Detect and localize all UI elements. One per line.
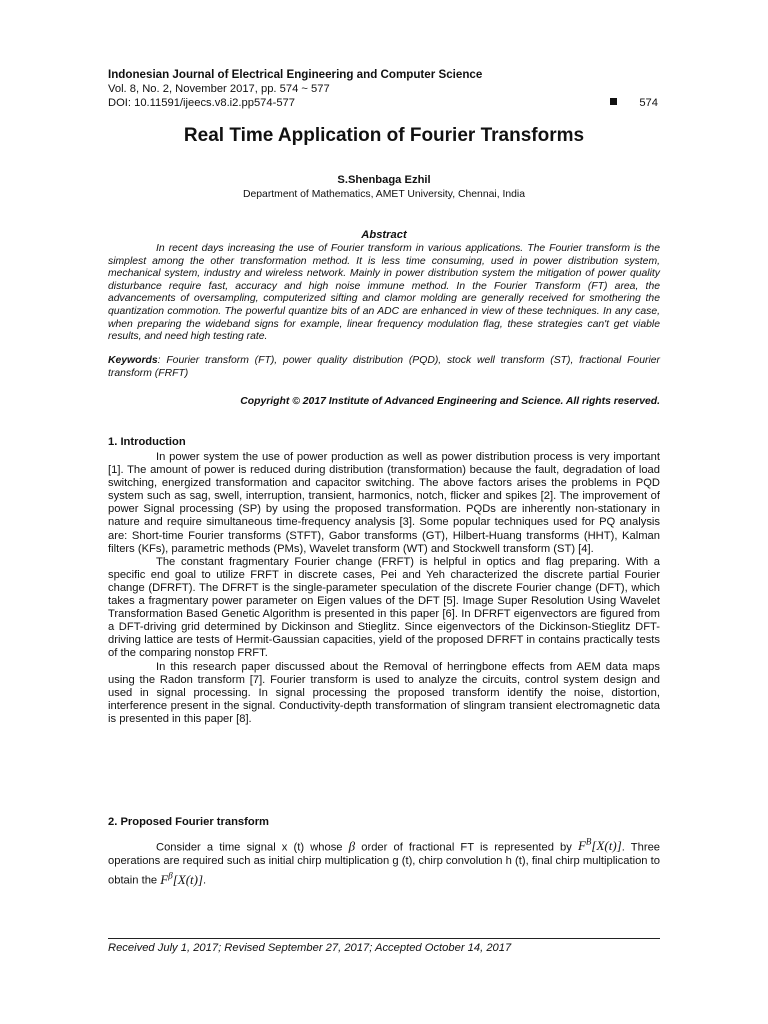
footer-divider	[108, 938, 660, 939]
keywords	[108, 355, 660, 380]
journal-name: Indonesian Journal of Electrical Engineering and Computer Science	[108, 68, 483, 81]
formula-argument: [X(t)]	[172, 871, 204, 887]
section-heading-introduction: 1. Introduction	[108, 436, 186, 448]
paragraph: In power system the use of power production as well as power distribution process is very important [1]. The amount of power is reduced during distribution (transformation) because the fault, degradation of load switching, energized transformation and capacitor switching. The above factors arises the problems in PQD system such as sag, swell, interruption, transient, harmonics, notch, flicker and spikes [2]. The improvement of power Signal processing (SP) by using the proposed transformation. PQDs are inherently non-stationary in nature and require simultaneous time-frequency analysis [3]. Some popular techniques used for PQ analysis are: Short-time Fourier transforms (STFT), Gabor transforms (GT), Hilbert-Huang transforms (HHT), Kalman filters (KFs), parametric methods (PMs), Wavelet transform (WT) and Stockwell transform (ST) [4].	[108, 451, 660, 555]
paragraph	[108, 835, 660, 888]
keywords-label: Keywords	[108, 355, 158, 366]
formula-fractional-ft-beta	[160, 872, 203, 887]
square-bullet-icon	[610, 98, 617, 105]
doi-link[interactable]: DOI: 10.11591/ijeecs.v8.i2.pp574-577	[108, 97, 295, 109]
introduction-body	[108, 451, 660, 726]
keywords-text: : Fourier transform (FT), power quality distribution (PQD), stock well transform (ST), fractional Fourier transform (FRFT)	[108, 355, 660, 379]
received-dates: Received July 1, 2017; Revised September 27, 2017; Accepted October 14, 2017	[108, 942, 512, 954]
page-number: 574	[639, 97, 658, 109]
section-heading-proposed-fourier-transform: 2. Proposed Fourier transform	[108, 816, 270, 828]
formula-fractional-ft	[578, 838, 622, 853]
volume-info: Vol. 8, No. 2, November 2017, pp. 574 ~ 577	[108, 83, 330, 95]
abstract-heading: Abstract	[361, 229, 407, 241]
text-run: Consider a time signal x (t) whose	[156, 841, 349, 854]
author-name: S.Shenbaga Ezhil	[337, 174, 431, 186]
beta-symbol: β	[348, 838, 356, 854]
text-run: . Three operations are required such as initial chirp multiplication g (t), chirp convolution h (t), final chirp multiplication to obtain the	[108, 841, 661, 887]
text-run: order of fractional FT is represented by	[355, 841, 578, 854]
proposed-body	[108, 835, 660, 888]
paragraph: In this research paper discussed about the Removal of herringbone effects from AEM data maps using the Radon transform [7]. Fourier transform is used to analyze the circuits, control system design and used in signal processing. In signal processing the proposed transform identify the noise, distortion, interference present in the signal. Conductivity-depth transformation of slingram transient electromagnetic data is presented in this paper [8].	[108, 660, 660, 725]
text-run: .	[203, 874, 207, 887]
page-number-block	[610, 96, 658, 110]
abstract-text: In recent days increasing the use of Fourier transform in various applications. The Fourier transform is the simplest among the other transformation method. It is less time consuming, used in power distribution system, mechanical system, industry and wireless network. Mainly in power distribution system the mitigation of power quality disturbance require fast, accuracy and high noise immune method. In the Fourier Transform (FT) area, the advancements of oversampling, computerized sifting and clamor molding are generally received for smothering the quantization commotion. The powerful quantize bits of an ADC are enhanced in view of these techniques. In any case, when preparing the wideband signs for example, linear frequency modulation flag, these strategies can't get viable results, and need high testing rate.	[108, 243, 660, 343]
formula-base: F	[577, 838, 586, 854]
formula-superscript: β	[168, 870, 173, 881]
author-affiliation: Department of Mathematics, AMET University, Chennai, India	[242, 189, 525, 200]
paper-title: Real Time Application of Fourier Transforms	[183, 125, 585, 146]
formula-argument: [X(t)]	[591, 838, 622, 854]
paragraph: The constant fragmentary Fourier change (FRFT) is helpful in optics and flag preparing. With a specific end goal to utilize FRFT in discrete cases, Pei and Yeh characterized the discrete partial Fourier change (DFRFT). The DFRFT is the single-parameter speculation of the discrete Fourier change (DFT), which takes a fragmentary power parameter on Eigen values of the DFT [5]. Image Super Resolution Using Wavelet Transformation Based Genetic Algorithm is presented in this paper [6]. In DFRFT eigenvectors are figured from a DFT-driving grid determined by Dickinson and Stieglitz. Since eigenvectors of the Dickinson-Stieglitz DFT-driving lattice are tests of Hermit-Gaussian capacities, yield of the proposed DFRFT in contains practically tests of the comparing nonstop FRFT.	[108, 555, 660, 660]
formula-base: F	[160, 871, 169, 887]
formula-superscript: B	[585, 837, 592, 847]
copyright-notice: Copyright © 2017 Institute of Advanced Engineering and Science. All rights reserved.	[240, 396, 660, 407]
